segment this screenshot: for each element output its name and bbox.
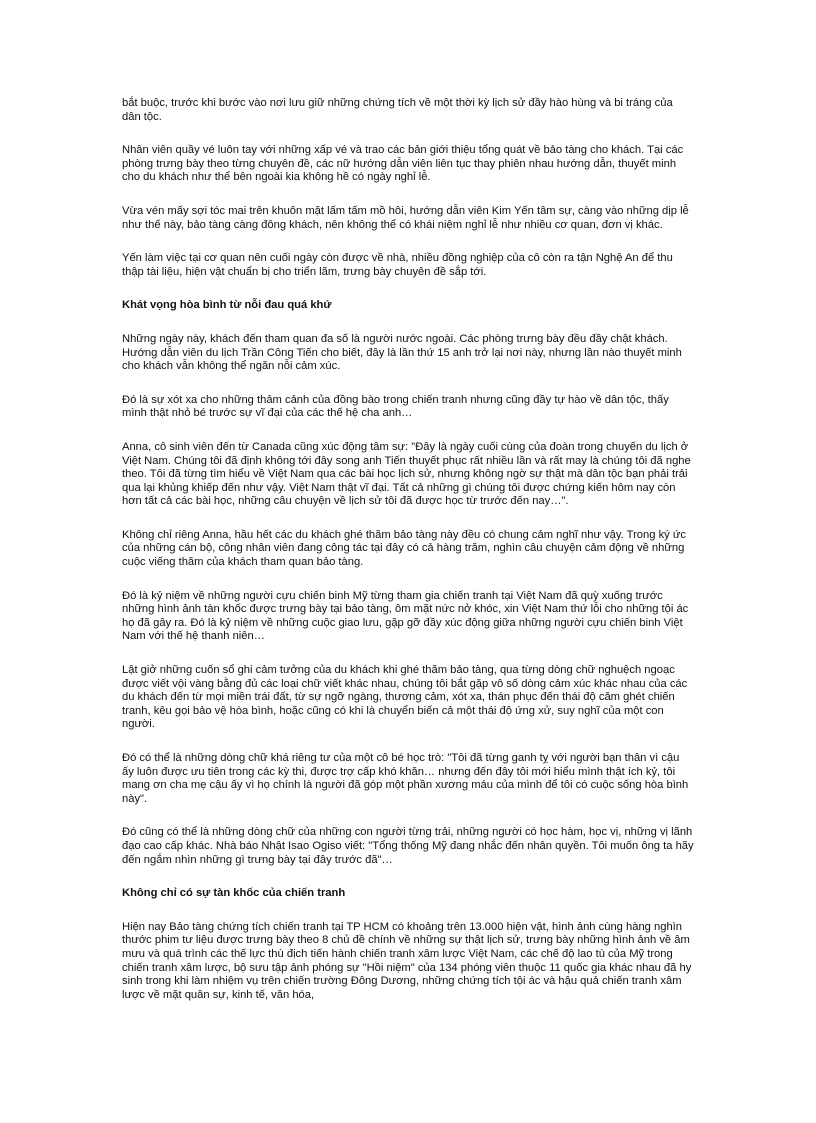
document-page	[122, 97, 694, 1022]
paragraph-museum-collection: Hiện nay Bảo tàng chứng tích chiến tranh tại TP HCM có khoảng trên 13.000 hiện vật, hình ảnh cùng hàng nghìn thước phim tư liệu được trưng bày theo 8 chủ đề chính về những sự thật lịch sử, trưng bày những hình ảnh về âm mưu và quá trình các thế lực thù địch tiến hành chiến tranh xâm lược Việt Nam, các chế độ lao tù của Mỹ trong chiến tranh xâm lược, bộ sưu tập ảnh phóng sự "Hồi niệm" của 134 phóng viên thuộc 11 quốc gia khác nhau đã hy sinh trong khi làm nhiệm vụ trên chiến trường Đông Dương, những chứng tích tội ác và hậu quả chiến tranh xâm lược về mặt quân sự, kinh tế, văn hóa,	[122, 920, 692, 1001]
paragraph-shared-feelings: Không chỉ riêng Anna, hầu hết các du khách ghé thăm bảo tàng này đều có chung cảm nghĩ như vậy. Trong ký ức của những cán bộ, công nhân viên đang công tác tại đây có cả hàng trăm, nghìn câu chuyện cảm động về những cuộc viếng thăm của khách tham quan bảo tàng.	[122, 528, 686, 569]
section-heading-not-only-war: Không chỉ có sự tàn khốc của chiến tranh	[122, 887, 346, 900]
paragraph-veterans: Đó là kỷ niệm về những người cựu chiến binh Mỹ từng tham gia chiến tranh tại Việt Nam đã quỳ xuống trước những hình ảnh tàn khốc được trưng bày tại bảo tàng, ôm mặt nức nở khóc, xin Việt Nam thứ lỗi cho những tội ác họ đã gây ra. Đó là kỷ niệm về những cuộc giao lưu, gặp gỡ đầy xúc động giữa những người cựu chiến binh Việt Nam với thế hệ thanh niên…	[122, 589, 689, 643]
section-heading-peace: Khát vọng hòa bình từ nỗi đau quá khứ	[122, 299, 332, 312]
paragraph-student-note: Đó có thể là những dòng chữ khá riêng tư của một cô bé học trò: "Tôi đã từng ganh tỵ với người bạn thân vì cậu ấy luôn được ưu tiên trong các kỳ thi, được trợ cấp khó khăn… nhưng đến đây tôi mới hiểu mình thật ích kỷ, tôi mang ơn cha mẹ cậu ấy vì họ chính là người đã góp một phần xương máu của mình để tôi có cuộc sống hòa bình này".	[122, 752, 689, 805]
paragraph-intro-continued: bắt buộc, trước khi bước vào nơi lưu giữ những chứng tích về một thời kỳ lịch sử đầy hào hùng và bi tráng của dân tộc.	[122, 97, 673, 123]
paragraph-foreign-visitors: Những ngày này, khách đến tham quan đa số là người nước ngoài. Các phòng trưng bày đều đầy chật khách. Hướng dẫn viên du lịch Trần Công Tiến cho biết, đây là lần thứ 15 anh trở lại nơi này, nhưng lần nào thuyết minh cho khách vẫn không thể ngăn nỗi cảm xúc.	[122, 332, 682, 373]
paragraph-anna-quote: Anna, cô sinh viên đến từ Canada cũng xúc động tâm sự: "Đây là ngày cuối cùng của đoàn trong chuyến du lịch ở Việt Nam. Chúng tôi đã định không tới đây song anh Tiến thuyết phục rất nhiều lần và rất may là chúng tôi đã nghe theo. Tôi đã từng tìm hiểu về Việt Nam qua các bài học lịch sử, nhưng không ngờ sự thật mà dân tộc bạn phải trải qua lại khủng khiếp đến như vậy. Việt Nam thật vĩ đại. Tất cả những gì chúng tôi được chứng kiến hôm nay còn hơn tất cả các bài học, những câu chuyện về lịch sử tôi đã được học từ trước đến nay…".	[122, 440, 691, 508]
paragraph-journalist-note: Đó cũng có thể là những dòng chữ của những con người từng trải, những người có học hàm, học vị, những vị lãnh đạo cao cấp khác. Nhà báo Nhật Isao Ogiso viết: "Tổng thống Mỹ đang nhắc đến nhân quyền. Tôi muốn ông ta hãy đến ngắm nhìn những gì trưng bày tại đây trước đã"…	[122, 826, 694, 866]
paragraph-colleagues: Yến làm việc tại cơ quan nên cuối ngày còn được về nhà, nhiều đồng nghiệp của cô còn ra tận Nghệ An để thu thập tài liệu, hiện vật chuẩn bị cho triển lãm, trưng bày chuyên đề sắp tới.	[122, 252, 673, 278]
paragraph-guestbook: Lật giở những cuốn sổ ghi cảm tưởng của du khách khi ghé thăm bảo tàng, qua từng dòng chữ nghuệch ngoạc được viết vội vàng bằng đủ các loại chữ viết khác nhau, chúng tôi bắt gặp vô số dòng cảm xúc khác nhau của các du khách đến từ mọi miền trái đất, từ sự ngỡ ngàng, thương cảm, xót xa, thán phục đến thái độ căm ghét chiến tranh, kêu gọi bảo vệ hòa bình, hoặc cũng có khi là chuyển biến cả một thái độ ứng xử, suy nghĩ của một con người.	[122, 664, 688, 731]
paragraph-guide-kim-yen: Vừa vén mấy sợi tóc mai trên khuôn mặt lấm tấm mồ hôi, hướng dẫn viên Kim Yến tâm sự, càng vào những dịp lễ như thế này, bảo tàng càng đông khách, nên không thể có khái niệm nghỉ lễ như nhiều cơ quan, đơn vị khác.	[122, 204, 689, 231]
paragraph-compassion: Đó là sự xót xa cho những thảm cảnh của đồng bào trong chiến tranh nhưng cũng đầy tự hào về dân tộc, thấy mình thật nhỏ bé trước sự vĩ đại của các thế hệ cha anh…	[122, 393, 669, 420]
paragraph-ticket-staff: Nhân viên quầy vé luôn tay với những xấp vé và trao các bản giới thiệu tổng quát về bảo tàng cho khách. Tại các phòng trưng bày theo từng chuyên đề, các nữ hướng dẫn viên liên tục thay phiên nhau hướng dẫn, thuyết minh cho du khách như thể bên ngoài kia không hề có ngày nghỉ lễ.	[122, 144, 684, 184]
